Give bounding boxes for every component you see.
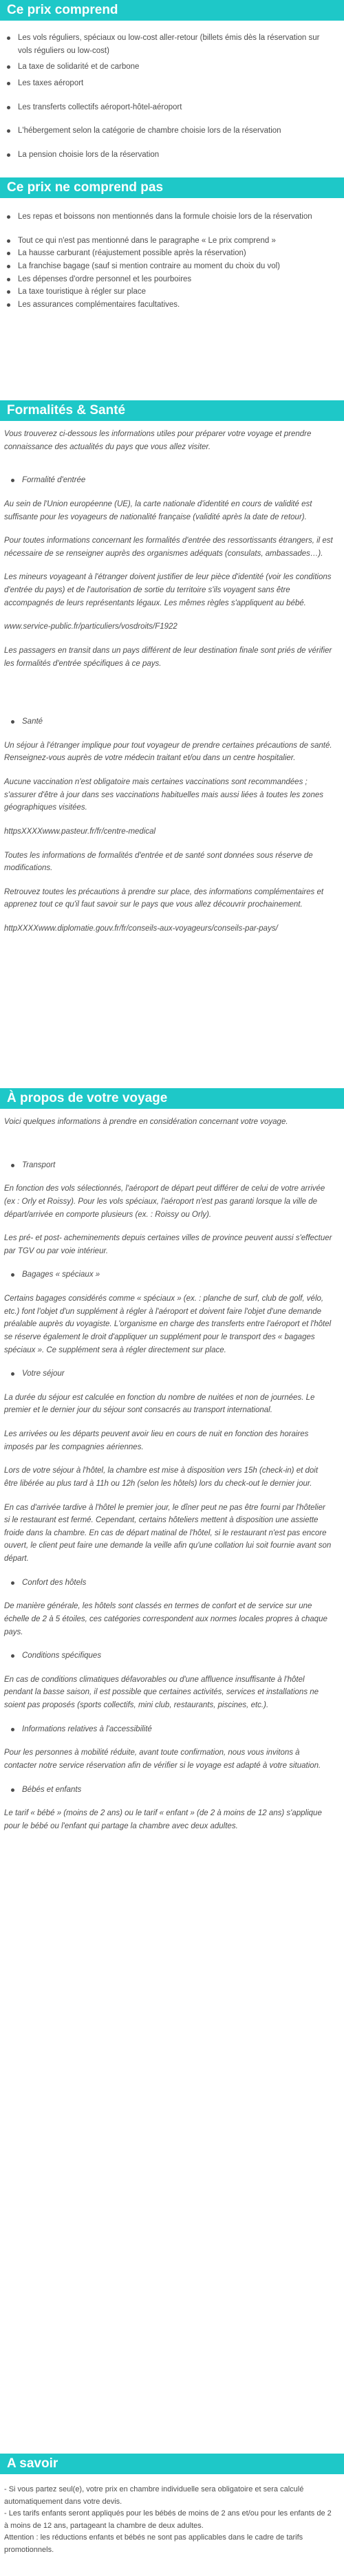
list-item: L'hébergement selon la catégorie de chambre choisie lors de la réservation	[18, 125, 323, 138]
paragraph: Un séjour à l'étranger implique pour tout voyageur de prendre certaines précautions de santé. Renseignez-vous auprès de votre médecin traitant et/ou dans un centre hospitalier.	[4, 741, 332, 763]
paragraph: En fonction des vols sélectionnés, l'aéroport de départ peut différer de celui de votre arrivée (ex : Orly et Roissy). Pour les vols spéciaux, l'aéroport n'est pas garanti lorsque la ville de départ/arrivée en comporte plusieurs (ex. : Roissy ou Orly).	[4, 1184, 325, 1219]
paragraph: De manière générale, les hôtels sont classés en termes de confort et de service sur une échelle de 2 à 5 étoiles, ces catégories correspondent aux normes locales propres à chaque pays.	[4, 1602, 327, 1636]
a-savoir-line: Attention : les réductions enfants et bébés ne sont pas applicables dans le cadre de tarifs promotionnels.	[4, 2533, 303, 2554]
formalite-entree-heading: Formalité d'entrée	[22, 474, 333, 487]
list-item: La pension choisie lors de la réservation	[18, 149, 323, 162]
paragraph: Aucune vaccination n'est obligatoire mais certaines vaccinations sont recommandées ; s'assurer d'être à jour dans ses vaccinations habituelles mais aussi liées à toutes les zones géographiques visitées.	[4, 778, 323, 812]
conditions-heading: Conditions spécifiques	[22, 1649, 333, 1663]
paragraph: Certains bagages considérés comme « spéciaux » (ex. : planche de surf, club de golf, vélo, etc.) font l'objet d'un supplément à régler à l'aéroport et doivent faire l'objet d'une demande préalable auprès du voyagiste. L'organisme en charge des transferts entre l'aéroport et l'hôtel se réserve également le droit d'appliquer un supplément pour le transport des « bagages spéciaux ». Ce supplément sera à régler directement sur place.	[4, 1295, 332, 1354]
paragraph: Toutes les informations de formalités d'entrée et de santé sont données sous réserve de modifications.	[4, 851, 313, 873]
section-prix-ne-comprend	[0, 173, 344, 400]
paragraph: La durée du séjour est calculée en fonction du nombre de nuitées et non de journées. Le premier et le dernier jour du séjour sont consacrés au transport international.	[4, 1393, 315, 1415]
list-item: La taxe touristique à régler sur place	[18, 285, 323, 299]
paragraph: Le tarif « bébé » (moins de 2 ans) ou le tarif « enfant » (de 2 à moins de 12 ans) s'applique pour le bébé ou l'enfant qui partage la chambre avec deux adultes.	[4, 1809, 322, 1830]
accessibilite-heading: Informations relatives à l'accessibilité	[22, 1723, 333, 1736]
paragraph: Les mineurs voyageant à l'étranger doivent justifier de leur pièce d'identité (voir les conditions d'entrée du pays) et de l'autorisation de sortie du territoire s'ils voyagent sans être accompagnés de leurs représentants légaux. Les mêmes règles s'appliquent au bébé.	[4, 573, 332, 607]
list-item: Les vols réguliers, spéciaux ou low-cost aller-retour (billets émis dès la réservation sur vols réguliers ou low-cost)	[18, 32, 323, 57]
section-title: Ce prix comprend	[0, 0, 344, 21]
paragraph: Retrouvez toutes les précautions à prendre sur place, des informations complémentaires et apprenez tout ce qu'il faut savoir sur le pays que vous allez découvrir prochainement.	[4, 887, 324, 909]
section-a-savoir	[0, 2454, 344, 2576]
service-public-link[interactable]: www.service-public.fr/particuliers/vosdroits/F1922	[4, 623, 178, 631]
formalites-intro: Vous trouverez ci-dessous les informations utiles pour préparer votre voyage et prendre connaissance des actualités du pays que vous allez visiter.	[4, 430, 312, 451]
diplomatie-link[interactable]: httpXXXXwww.diplomatie.gouv.fr/fr/conseils-aux-voyageurs/conseils-par-pays/	[4, 924, 278, 933]
included-list	[0, 32, 323, 161]
list-item: Les repas et boissons non mentionnés dans la formule choisie lors de la réservation	[18, 210, 323, 224]
bagages-heading: Bagages « spéciaux »	[22, 1268, 333, 1281]
list-item: La franchise bagage (sauf si mention contraire au moment du choix du vol)	[18, 260, 323, 273]
a-savoir-line: - Les tarifs enfants seront appliqués pour les bébés de moins de 2 ans et/ou pour les enfants de 2 à moins de 12 ans, partageant la chambre de deux adultes.	[4, 2509, 332, 2530]
paragraph: Lors de votre séjour à l'hôtel, la chambre est mise à disposition vers 15h (check-in) et doit être libérée au plus tard à 11h ou 12h (selon les hôtels) lors du check-out le dernier jour.	[4, 1466, 319, 1488]
list-item: La taxe de solidarité et de carbone	[18, 61, 323, 74]
paragraph: Les arrivées ou les départs peuvent avoir lieu en cours de nuit en fonction des horaires imposés par les compagnies aériennes.	[4, 1430, 309, 1451]
section-title: Ce prix ne comprend pas	[0, 177, 344, 198]
paragraph: Pour toutes informations concernant les formalités d'entrée des ressortissants étrangers, il est nécessaire de se renseigner auprès des organismes adéquats (consulats, ambassades…).	[4, 537, 333, 558]
paragraph: Au sein de l'Union européenne (UE), la carte nationale d'identité en cours de validité est suffisante pour les voyageurs de nationalité française (validité après la date de retour).	[4, 499, 312, 521]
list-item: La hausse carburant (réajustement possible après la réservation)	[18, 247, 323, 260]
section-prix-comprend	[0, 0, 344, 173]
list-item: Les dépenses d'ordre personnel et les pourboires	[18, 273, 323, 286]
section-a-propos	[0, 1088, 344, 2454]
list-item: Les transferts collectifs aéroport-hôtel-aéroport	[18, 101, 323, 114]
paragraph: En cas d'arrivée tardive à l'hôtel le premier jour, le dîner peut ne pas être fourni par l'hôtelier si le restaurant est fermé. Cependant, certains hôteliers mettent à disposition une assiette froide dans la chambre. En cas de départ matinal de l'hôtel, si le restaurant n'est pas encore ouvert, le client peut faire une demande la veille afin qu'une collation lui soit fournie avant son départ.	[4, 1503, 332, 1563]
section-formalites	[0, 400, 344, 1088]
paragraph: Les passagers en transit dans un pays différent de leur destination finale sont priés de vérifier les formalités d'entrée spécifiques à ce pays.	[4, 646, 332, 668]
section-title: A savoir	[0, 2454, 344, 2474]
a-propos-intro: Voici quelques informations à prendre en considération concernant votre voyage.	[4, 1118, 288, 1126]
bebes-enfants-heading: Bébés et enfants	[22, 1784, 333, 1797]
paragraph: Pour les personnes à mobilité réduite, avant toute confirmation, nous vous invitons à contacter notre service réservation afin de vérifier si le voyage est adapté à votre situation.	[4, 1749, 321, 1770]
paragraph: Les pré- et post- acheminements depuis certaines villes de province peuvent aussi s'effectuer par TGV ou par voie intérieur.	[4, 1234, 332, 1255]
list-item: Tout ce qui n'est pas mentionné dans le paragraphe « Le prix comprend »	[18, 235, 323, 248]
confort-heading: Confort des hôtels	[22, 1577, 333, 1590]
section-title: Formalités & Santé	[0, 400, 344, 421]
list-item: Les assurances complémentaires facultatives.	[18, 299, 323, 312]
excluded-list	[0, 210, 323, 311]
pasteur-link[interactable]: httpsXXXXwww.pasteur.fr/fr/centre-medical	[4, 827, 156, 836]
a-savoir-line: - Si vous partez seul(e), votre prix en chambre individuelle sera obligatoire et sera calculé automatiquement dans votre devis.	[4, 2485, 304, 2506]
sejour-heading: Votre séjour	[22, 1367, 333, 1381]
list-item: Les taxes aéroport	[18, 77, 323, 90]
transport-heading: Transport	[22, 1159, 333, 1172]
paragraph: En cas de conditions climatiques défavorables ou d'une affluence insuffisante à l'hôtel pendant la basse saison, il est possible que certaines activités, services et installations ne soient pas proposés (sports collectifs, mini club, restaurants, piscines, etc.).	[4, 1675, 319, 1709]
sante-heading: Santé	[22, 715, 333, 728]
section-title: À propos de votre voyage	[0, 1088, 344, 1109]
